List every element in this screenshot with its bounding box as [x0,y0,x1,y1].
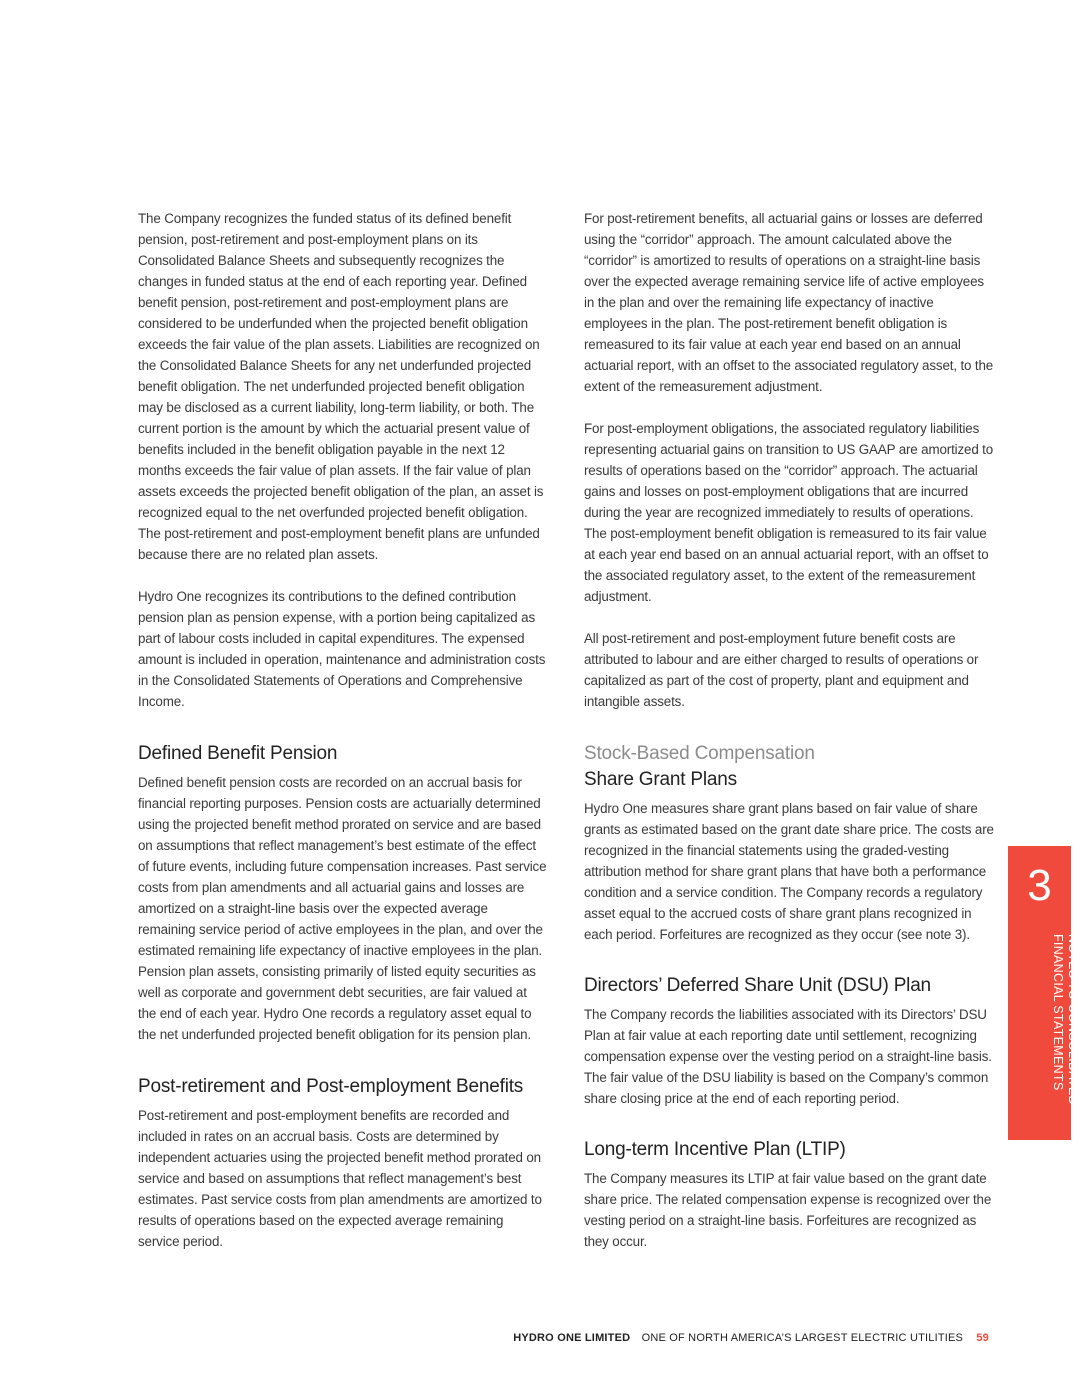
dsu-plan-paragraph: The Company records the liabilities associated with its Directors’ DSU Plan at fair value at each reporting date until settlement, recognizing compensation expense over the vesting period on a straight-line basis. The fair value of the DSU liability is based on the Company’s common share closing price at the end of each reporting period. [584,1007,992,1106]
defined-benefit-pension-heading: Defined Benefit Pension [138,743,338,764]
share-grant-plans-heading: Share Grant Plans [584,769,737,790]
post-retirement-paragraph: Post-retirement and post-employment benefits are recorded and included in rates on an accrual basis. Costs are determined by independent actuaries using the projected benefit method prorated on service and based on assumptions that reflect management’s best estimates. Past service costs from plan amendments are amortized to results of operations based on the expected average remaining service period. [138,1108,542,1249]
intro-paragraph-funded-status: The Company recognizes the funded status of its defined benefit pension, post-retirement and post-employment plans on its Consolidated Balance Sheets and subsequently recognizes the changes in funded status at the end of each reporting year. Defined benefit pension, post-retirement and post-employment plans are considered to be underfunded when the projected benefit obligation exceeds the fair value of the plan assets. Liabilities are recognized on the Consolidated Balance Sheets for any net underfunded projected benefit obligation. The net underfunded projected benefit obligation may be disclosed as a current liability, long-term liability, or both. The current portion is the amount by which the actuarial present value of benefits included in the benefit obligation payable in the next 12 months exceeds the fair value of plan assets. If the fair value of plan assets exceeds the projected benefit obligation of the plan, an asset is recognized equal to the net overfunded projected benefit obligation. The post-retirement and post-employment benefit plans are unfunded because there are no related plan assets. [138,211,544,562]
page-number: 59 [976,1332,989,1344]
footer-tagline: ONE OF NORTH AMERICA’S LARGEST ELECTRIC UTILITIES [641,1332,964,1344]
dsu-plan-heading: Directors’ Deferred Share Unit (DSU) Plan [584,975,931,996]
post-retirement-corridor-paragraph: For post-retirement benefits, all actuarial gains or losses are deferred using the “corridor” approach. The amount calculated above the “corridor” is amortized to results of operations on a straight-line basis over the expected average remaining service life of active employees in the plan and over the remaining life expectancy of inactive employees in the plan. The post-retirement benefit obligation is remeasured to its fair value at each year end based on an annual actuarial report, with an offset to the associated regulatory asset, to the extent of the remeasurement adjustment. [584,211,994,394]
footer-brand: HYDRO ONE LIMITED [513,1332,631,1344]
ltip-paragraph: The Company measures its LTIP at fair value based on the grant date share price. The related compensation expense is recognized over the vesting period on a straight-line basis. Forfeitures are recognized as they occur. [584,1171,992,1249]
defined-benefit-pension-paragraph: Defined benefit pension costs are recorded on an accrual basis for financial reporting purposes. Pension costs are actuarially determined using the projected benefit method prorated on service and are based on assumptions that reflect management’s best estimate of the effect of future events, including future compensation increases. Past service costs from plan amendments and all actuarial gains and losses are amortized on a straight-line basis over the expected average remaining service period of active employees in the plan, and over the estimated remaining life expectancy of inactive employees in the plan. Pension plan assets, consisting primarily of listed equity securities as well as corporate and government debt securities, are fair valued at the end of each year. Hydro One records a regulatory asset equal to the net underfunded projected benefit obligation for its pension plan. [138,775,547,1042]
future-benefit-costs-paragraph: All post-retirement and post-employment future benefit costs are attributed to labour and are either charged to results of operations or capitalized as part of the cost of property, plant and equipment and intangible assets. [584,631,979,709]
post-retirement-heading: Post-retirement and Post-employment Benefits [138,1076,524,1097]
section-number: 3 [1027,861,1052,910]
post-employment-paragraph: For post-employment obligations, the associated regulatory liabilities representing actuarial gains on transition to US GAAP are amortized to results of operations based on the “corridor” approach. The actuarial gains and losses on post-employment obligations that are incurred during the year are recognized immediately to results of operations. The post-employment benefit obligation is remeasured to its fair value at each year end based on an annual actuarial report, with an offset to the associated regulatory asset, to the extent of the remeasurement adjustment. [584,421,994,604]
section-side-tab[interactable] [1008,846,1080,1140]
share-grant-plans-paragraph: Hydro One measures share grant plans based on fair value of share grants as estimated based on the grant date share price. The costs are recognized in the financial statements using the graded-vesting attribution method for share grant plans that have both a performance condition and a service condition. The Company records a regulatory asset equal to the accrued costs of share grant plans recognized in each period. Forfeitures are recognized as they occur (see note 3). [584,801,994,942]
stock-based-compensation-heading: Stock-Based Compensation [584,743,815,764]
left-column [138,208,548,1273]
section-label: NOTES TO CONSOLIDATED FINANCIAL STATEMENTS [1051,934,1080,1105]
page-footer [513,1331,989,1345]
ltip-heading: Long-term Incentive Plan (LTIP) [584,1139,846,1160]
intro-paragraph-defined-contribution: Hydro One recognizes its contributions to the defined contribution pension plan as pension expense, with a portion being capitalized as part of labour costs included in capital expenditures. The expensed amount is included in operation, maintenance and administration costs in the Consolidated Statements of Operations and Comprehensive Income. [138,589,546,709]
right-column [584,208,994,1273]
